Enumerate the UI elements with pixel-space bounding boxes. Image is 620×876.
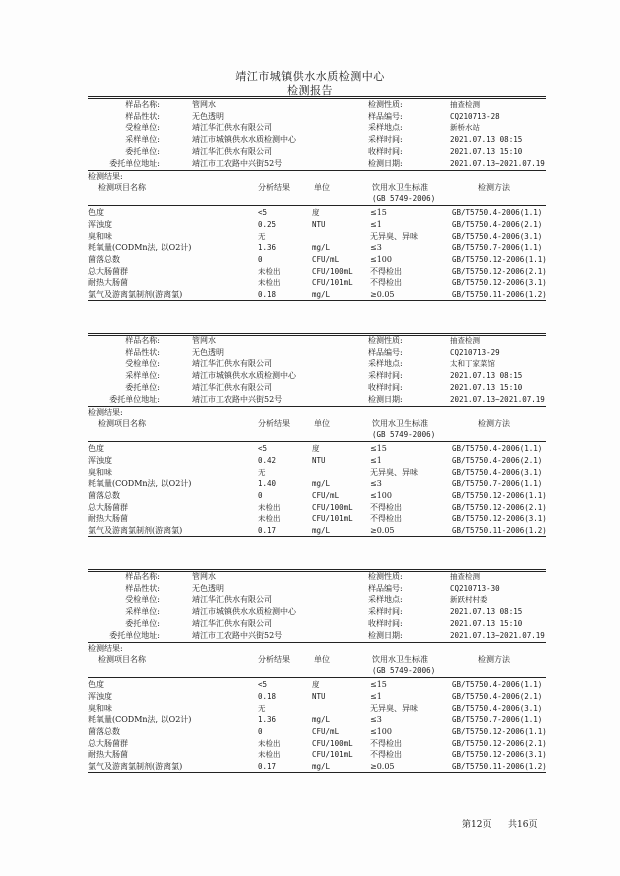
info-label-sample-trait: 样品性状: [125, 111, 160, 121]
info-label-test-date: 检测日期: [368, 394, 403, 404]
info-value-test-nature: 抽查检测 [450, 572, 480, 581]
row-item: 耐热大肠菌 [88, 514, 128, 524]
col-header-method: 检测方法 [478, 655, 510, 665]
info-label-sampling-time: 采样时间: [368, 371, 403, 381]
row-result: 0.25 [258, 219, 277, 229]
report-title: 靖江市城镇供水水质检测中心 [235, 70, 385, 83]
info-label-client-address: 委托单位地址: [109, 158, 160, 168]
row-method: GB/T5750.4-2006(3.1) [452, 467, 543, 477]
info-label-client-unit: 委托单位: [125, 382, 160, 392]
row-result: 0 [258, 727, 263, 736]
header-divider [88, 677, 546, 678]
row-standard: ≤1 [370, 691, 382, 701]
col-header-result: 分析结果 [258, 419, 290, 429]
row-result: 未检出 [258, 278, 281, 288]
info-label-receive-time: 收样时间: [368, 382, 403, 392]
row-unit: CFU/101mL [312, 750, 353, 760]
row-method: GB/T5750.12-2006(2.1) [452, 738, 547, 748]
info-value-client-address: 靖江市工农路中兴街52号 [192, 158, 283, 168]
row-unit: CFU/101mL [312, 278, 353, 288]
info-label-sampling-unit: 采样单位: [125, 135, 160, 145]
row-unit: CFU/mL [312, 491, 340, 500]
row-result: 0.42 [258, 455, 277, 465]
row-standard: ≤15 [370, 444, 387, 454]
row-unit: CFU/100mL [312, 266, 353, 276]
row-unit: mg/L [312, 715, 331, 725]
row-unit: CFU/mL [312, 727, 340, 736]
info-value-client-unit: 靖江华汇供水有限公司 [192, 382, 272, 392]
info-label-sample-trait: 样品性状: [125, 347, 160, 357]
row-last-underline [88, 536, 546, 537]
row-unit: NTU [312, 691, 326, 701]
row-method: GB/T5750.12-2006(2.1) [452, 266, 547, 276]
info-label-test-date: 检测日期: [368, 158, 403, 168]
col-header-result: 分析结果 [258, 655, 290, 665]
row-result: 1.36 [258, 715, 277, 725]
row-standard: 不得检出 [370, 266, 402, 276]
row-result: 未检出 [258, 750, 281, 760]
row-method: GB/T5750.12-2006(3.1) [452, 278, 547, 288]
row-unit: mg/L [312, 526, 331, 536]
col-header-item: 检测项目名称 [98, 419, 146, 429]
info-value-sample-trait: 无色透明 [192, 347, 224, 357]
info-label-client-unit: 委托单位: [125, 146, 160, 156]
row-method: GB/T5750.11-2006(1.2) [452, 290, 547, 300]
row-result: 未检出 [258, 266, 281, 276]
col-header-standard-sub: (GB 5749-2006) [372, 430, 436, 440]
info-label-sample-no: 样品编号: [368, 111, 403, 121]
row-standard: ≤1 [370, 455, 382, 465]
info-value-test-date: 2021.07.13~2021.07.19 [450, 394, 545, 404]
row-method: GB/T5750.12-2006(3.1) [452, 750, 547, 760]
info-label-sample-name: 样品名称: [125, 336, 160, 345]
info-value-sampling-unit: 靖江市城镇供水水质检测中心 [192, 135, 296, 145]
row-unit: NTU [312, 455, 326, 465]
row-method: GB/T5750.7-2006(1.1) [452, 479, 543, 489]
row-standard: 不得检出 [370, 278, 402, 288]
row-item: 臭和味 [88, 231, 112, 241]
row-standard: ≤3 [370, 479, 382, 489]
row-result: 无 [258, 231, 266, 241]
info-label-sample-no: 样品编号: [368, 583, 403, 593]
row-last-underline [88, 300, 546, 301]
info-label-client-unit: 委托单位: [125, 618, 160, 628]
info-divider [88, 170, 546, 171]
info-label-sample-no: 样品编号: [368, 347, 403, 357]
info-label-sample-name: 样品名称: [125, 100, 160, 109]
row-result: 0 [258, 491, 263, 500]
info-label-receive-time: 收样时间: [368, 618, 403, 628]
row-method: GB/T5750.12-2006(1.1) [452, 491, 547, 500]
row-standard: 无异臭、异味 [370, 703, 418, 713]
row-standard: 不得检出 [370, 514, 402, 524]
row-method: GB/T5750.4-2006(2.1) [452, 455, 543, 465]
row-method: GB/T5750.4-2006(2.1) [452, 691, 543, 701]
col-header-standard: 饮用水卫生标准 [372, 655, 428, 665]
row-item: 耗氧量(CODMn法, 以O2计) [88, 479, 192, 489]
row-standard: 不得检出 [370, 738, 402, 748]
page-total: 共16页 [508, 820, 538, 830]
header-divider [88, 205, 546, 206]
info-label-test-nature: 检测性质: [368, 100, 403, 109]
info-label-sampling-site: 采样地点: [368, 123, 403, 133]
col-header-standard-sub: (GB 5749-2006) [372, 194, 436, 204]
row-item: 臭和味 [88, 467, 112, 477]
info-label-test-date: 检测日期: [368, 630, 403, 640]
info-label-entrusted-unit: 受检单位: [125, 359, 160, 369]
info-value-sampling-time: 2021.07.13 08:15 [450, 607, 523, 617]
row-standard: 无异臭、异味 [370, 231, 418, 241]
row-standard: ≤3 [370, 715, 382, 725]
info-value-client-unit: 靖江华汇供水有限公司 [192, 146, 272, 156]
info-value-client-address: 靖江市工农路中兴街52号 [192, 630, 283, 640]
row-item: 总大肠菌群 [88, 502, 128, 512]
row-item: 色度 [88, 680, 104, 690]
row-item: 菌落总数 [88, 491, 120, 500]
info-value-entrusted-unit: 靖江华汇供水有限公司 [192, 595, 272, 605]
row-unit: mg/L [312, 290, 331, 300]
row-result: <5 [258, 680, 268, 690]
info-value-sample-trait: 无色透明 [192, 111, 224, 121]
info-value-test-date: 2021.07.13~2021.07.19 [450, 158, 545, 168]
info-label-sampling-unit: 采样单位: [125, 371, 160, 381]
col-header-standard-sub: (GB 5749-2006) [372, 666, 436, 676]
row-method: GB/T5750.12-2006(2.1) [452, 502, 547, 512]
row-result: 0.17 [258, 762, 277, 772]
info-value-sample-name: 管网水 [192, 100, 216, 109]
info-value-client-address: 靖江市工农路中兴街52号 [192, 394, 283, 404]
row-method: GB/T5750.12-2006(3.1) [452, 514, 547, 524]
info-label-sampling-time: 采样时间: [368, 135, 403, 145]
info-label-test-nature: 检测性质: [368, 336, 403, 345]
info-value-sampling-time: 2021.07.13 08:15 [450, 371, 523, 381]
row-unit: CFU/mL [312, 255, 340, 264]
info-value-sample-no: CQ210713-29 [450, 347, 500, 357]
row-item: 氯气及游离氯制剂(游离氯) [88, 526, 183, 536]
col-header-standard: 饮用水卫生标准 [372, 419, 428, 429]
info-value-sampling-time: 2021.07.13 08:15 [450, 135, 523, 145]
info-value-sample-name: 管网水 [192, 572, 216, 581]
info-value-sample-no: CQ210713-30 [450, 583, 500, 593]
info-value-receive-time: 2021.07.13 15:10 [450, 382, 523, 392]
row-item: 浑浊度 [88, 691, 112, 701]
row-item: 耐热大肠菌 [88, 278, 128, 288]
row-result: 0.18 [258, 691, 277, 701]
row-standard: ≥0.05 [370, 526, 395, 536]
info-value-sampling-site: 太和丁家菜馆 [450, 359, 495, 369]
row-standard: ≤100 [370, 491, 392, 500]
row-standard: ≥0.05 [370, 290, 395, 300]
col-header-unit: 单位 [314, 183, 330, 193]
report-subtitle: 检测报告 [287, 84, 333, 97]
info-label-client-address: 委托单位地址: [109, 394, 160, 404]
row-method: GB/T5750.4-2006(2.1) [452, 219, 543, 229]
info-divider [88, 406, 546, 407]
row-unit: mg/L [312, 762, 331, 772]
row-result: 1.40 [258, 479, 277, 489]
row-item: 菌落总数 [88, 727, 120, 736]
row-method: GB/T5750.4-2006(3.1) [452, 231, 543, 241]
info-label-sampling-unit: 采样单位: [125, 607, 160, 617]
info-label-receive-time: 收样时间: [368, 146, 403, 156]
info-value-sampling-site: 新跃村村委 [450, 595, 488, 605]
row-item: 耗氧量(CODMn法, 以O2计) [88, 243, 192, 253]
row-method: GB/T5750.11-2006(1.2) [452, 762, 547, 772]
header-divider [88, 441, 546, 442]
row-unit: CFU/100mL [312, 738, 353, 748]
info-value-sampling-unit: 靖江市城镇供水水质检测中心 [192, 371, 296, 381]
row-last-underline [88, 772, 546, 773]
row-standard: ≤3 [370, 243, 382, 253]
info-value-test-nature: 抽查检测 [450, 336, 480, 345]
info-value-receive-time: 2021.07.13 15:10 [450, 146, 523, 156]
info-label-sampling-time: 采样时间: [368, 607, 403, 617]
row-standard: ≤100 [370, 255, 392, 264]
results-label: 检测结果: [88, 408, 123, 418]
title-divider [88, 96, 546, 99]
row-item: 色度 [88, 208, 104, 218]
row-unit: mg/L [312, 479, 331, 489]
results-label: 检测结果: [88, 172, 123, 182]
row-standard: ≤1 [370, 219, 382, 229]
col-header-unit: 单位 [314, 655, 330, 665]
row-standard: ≥0.05 [370, 762, 395, 772]
row-item: 色度 [88, 444, 104, 454]
row-method: GB/T5750.11-2006(1.2) [452, 526, 547, 536]
row-result: 0.17 [258, 526, 277, 536]
row-item: 耐热大肠菌 [88, 750, 128, 760]
row-unit: 度 [312, 680, 320, 690]
row-method: GB/T5750.7-2006(1.1) [452, 715, 543, 725]
row-item: 浑浊度 [88, 219, 112, 229]
info-value-sample-trait: 无色透明 [192, 583, 224, 593]
row-item: 氯气及游离氯制剂(游离氯) [88, 762, 183, 772]
info-value-sample-name: 管网水 [192, 336, 216, 345]
row-result: 0 [258, 255, 263, 264]
row-result: 未检出 [258, 502, 281, 512]
row-standard: ≤100 [370, 727, 392, 736]
info-label-sample-name: 样品名称: [125, 572, 160, 581]
row-result: 无 [258, 703, 266, 713]
row-item: 耗氧量(CODMn法, 以O2计) [88, 715, 192, 725]
row-item: 总大肠菌群 [88, 738, 128, 748]
info-value-entrusted-unit: 靖江华汇供水有限公司 [192, 123, 272, 133]
row-method: GB/T5750.12-2006(1.1) [452, 255, 547, 264]
row-unit: CFU/100mL [312, 502, 353, 512]
col-header-item: 检测项目名称 [98, 183, 146, 193]
info-label-sample-trait: 样品性状: [125, 583, 160, 593]
row-method: GB/T5750.4-2006(3.1) [452, 703, 543, 713]
info-label-test-nature: 检测性质: [368, 572, 403, 581]
row-result: 未检出 [258, 738, 281, 748]
col-header-method: 检测方法 [478, 419, 510, 429]
info-value-test-date: 2021.07.13~2021.07.19 [450, 630, 545, 640]
info-value-client-unit: 靖江华汇供水有限公司 [192, 618, 272, 628]
results-label: 检测结果: [88, 644, 123, 654]
info-label-sampling-site: 采样地点: [368, 359, 403, 369]
row-item: 臭和味 [88, 703, 112, 713]
info-divider [88, 642, 546, 643]
row-standard: ≤15 [370, 680, 387, 690]
info-label-client-address: 委托单位地址: [109, 630, 160, 640]
col-header-method: 检测方法 [478, 183, 510, 193]
col-header-result: 分析结果 [258, 183, 290, 193]
row-result: <5 [258, 444, 268, 454]
row-result: 无 [258, 467, 266, 477]
row-method: GB/T5750.4-2006(1.1) [452, 208, 543, 218]
row-unit: 度 [312, 444, 320, 454]
row-unit: CFU/101mL [312, 514, 353, 524]
row-standard: 不得检出 [370, 750, 402, 760]
row-standard: ≤15 [370, 208, 387, 218]
col-header-item: 检测项目名称 [98, 655, 146, 665]
row-unit: mg/L [312, 243, 331, 253]
row-standard: 不得检出 [370, 502, 402, 512]
row-method: GB/T5750.7-2006(1.1) [452, 243, 543, 253]
page-number: 第12页 [462, 820, 492, 830]
info-label-entrusted-unit: 受检单位: [125, 123, 160, 133]
info-label-entrusted-unit: 受检单位: [125, 595, 160, 605]
info-value-test-nature: 抽查检测 [450, 100, 480, 109]
info-value-sample-no: CQ210713-28 [450, 111, 500, 121]
info-value-sampling-unit: 靖江市城镇供水水质检测中心 [192, 607, 296, 617]
row-method: GB/T5750.12-2006(1.1) [452, 727, 547, 736]
row-item: 总大肠菌群 [88, 266, 128, 276]
row-result: 未检出 [258, 514, 281, 524]
info-value-entrusted-unit: 靖江华汇供水有限公司 [192, 359, 272, 369]
row-unit: 度 [312, 208, 320, 218]
info-value-sampling-site: 新桥水站 [450, 123, 480, 133]
row-result: 1.36 [258, 243, 277, 253]
row-item: 浑浊度 [88, 455, 112, 465]
row-item: 氯气及游离氯制剂(游离氯) [88, 290, 183, 300]
row-item: 菌落总数 [88, 255, 120, 264]
col-header-standard: 饮用水卫生标准 [372, 183, 428, 193]
info-label-sampling-site: 采样地点: [368, 595, 403, 605]
row-method: GB/T5750.4-2006(1.1) [452, 680, 543, 690]
row-method: GB/T5750.4-2006(1.1) [452, 444, 543, 454]
col-header-unit: 单位 [314, 419, 330, 429]
row-result: <5 [258, 208, 268, 218]
row-result: 0.18 [258, 290, 277, 300]
row-standard: 无异臭、异味 [370, 467, 418, 477]
info-value-receive-time: 2021.07.13 15:10 [450, 618, 523, 628]
row-unit: NTU [312, 219, 326, 229]
